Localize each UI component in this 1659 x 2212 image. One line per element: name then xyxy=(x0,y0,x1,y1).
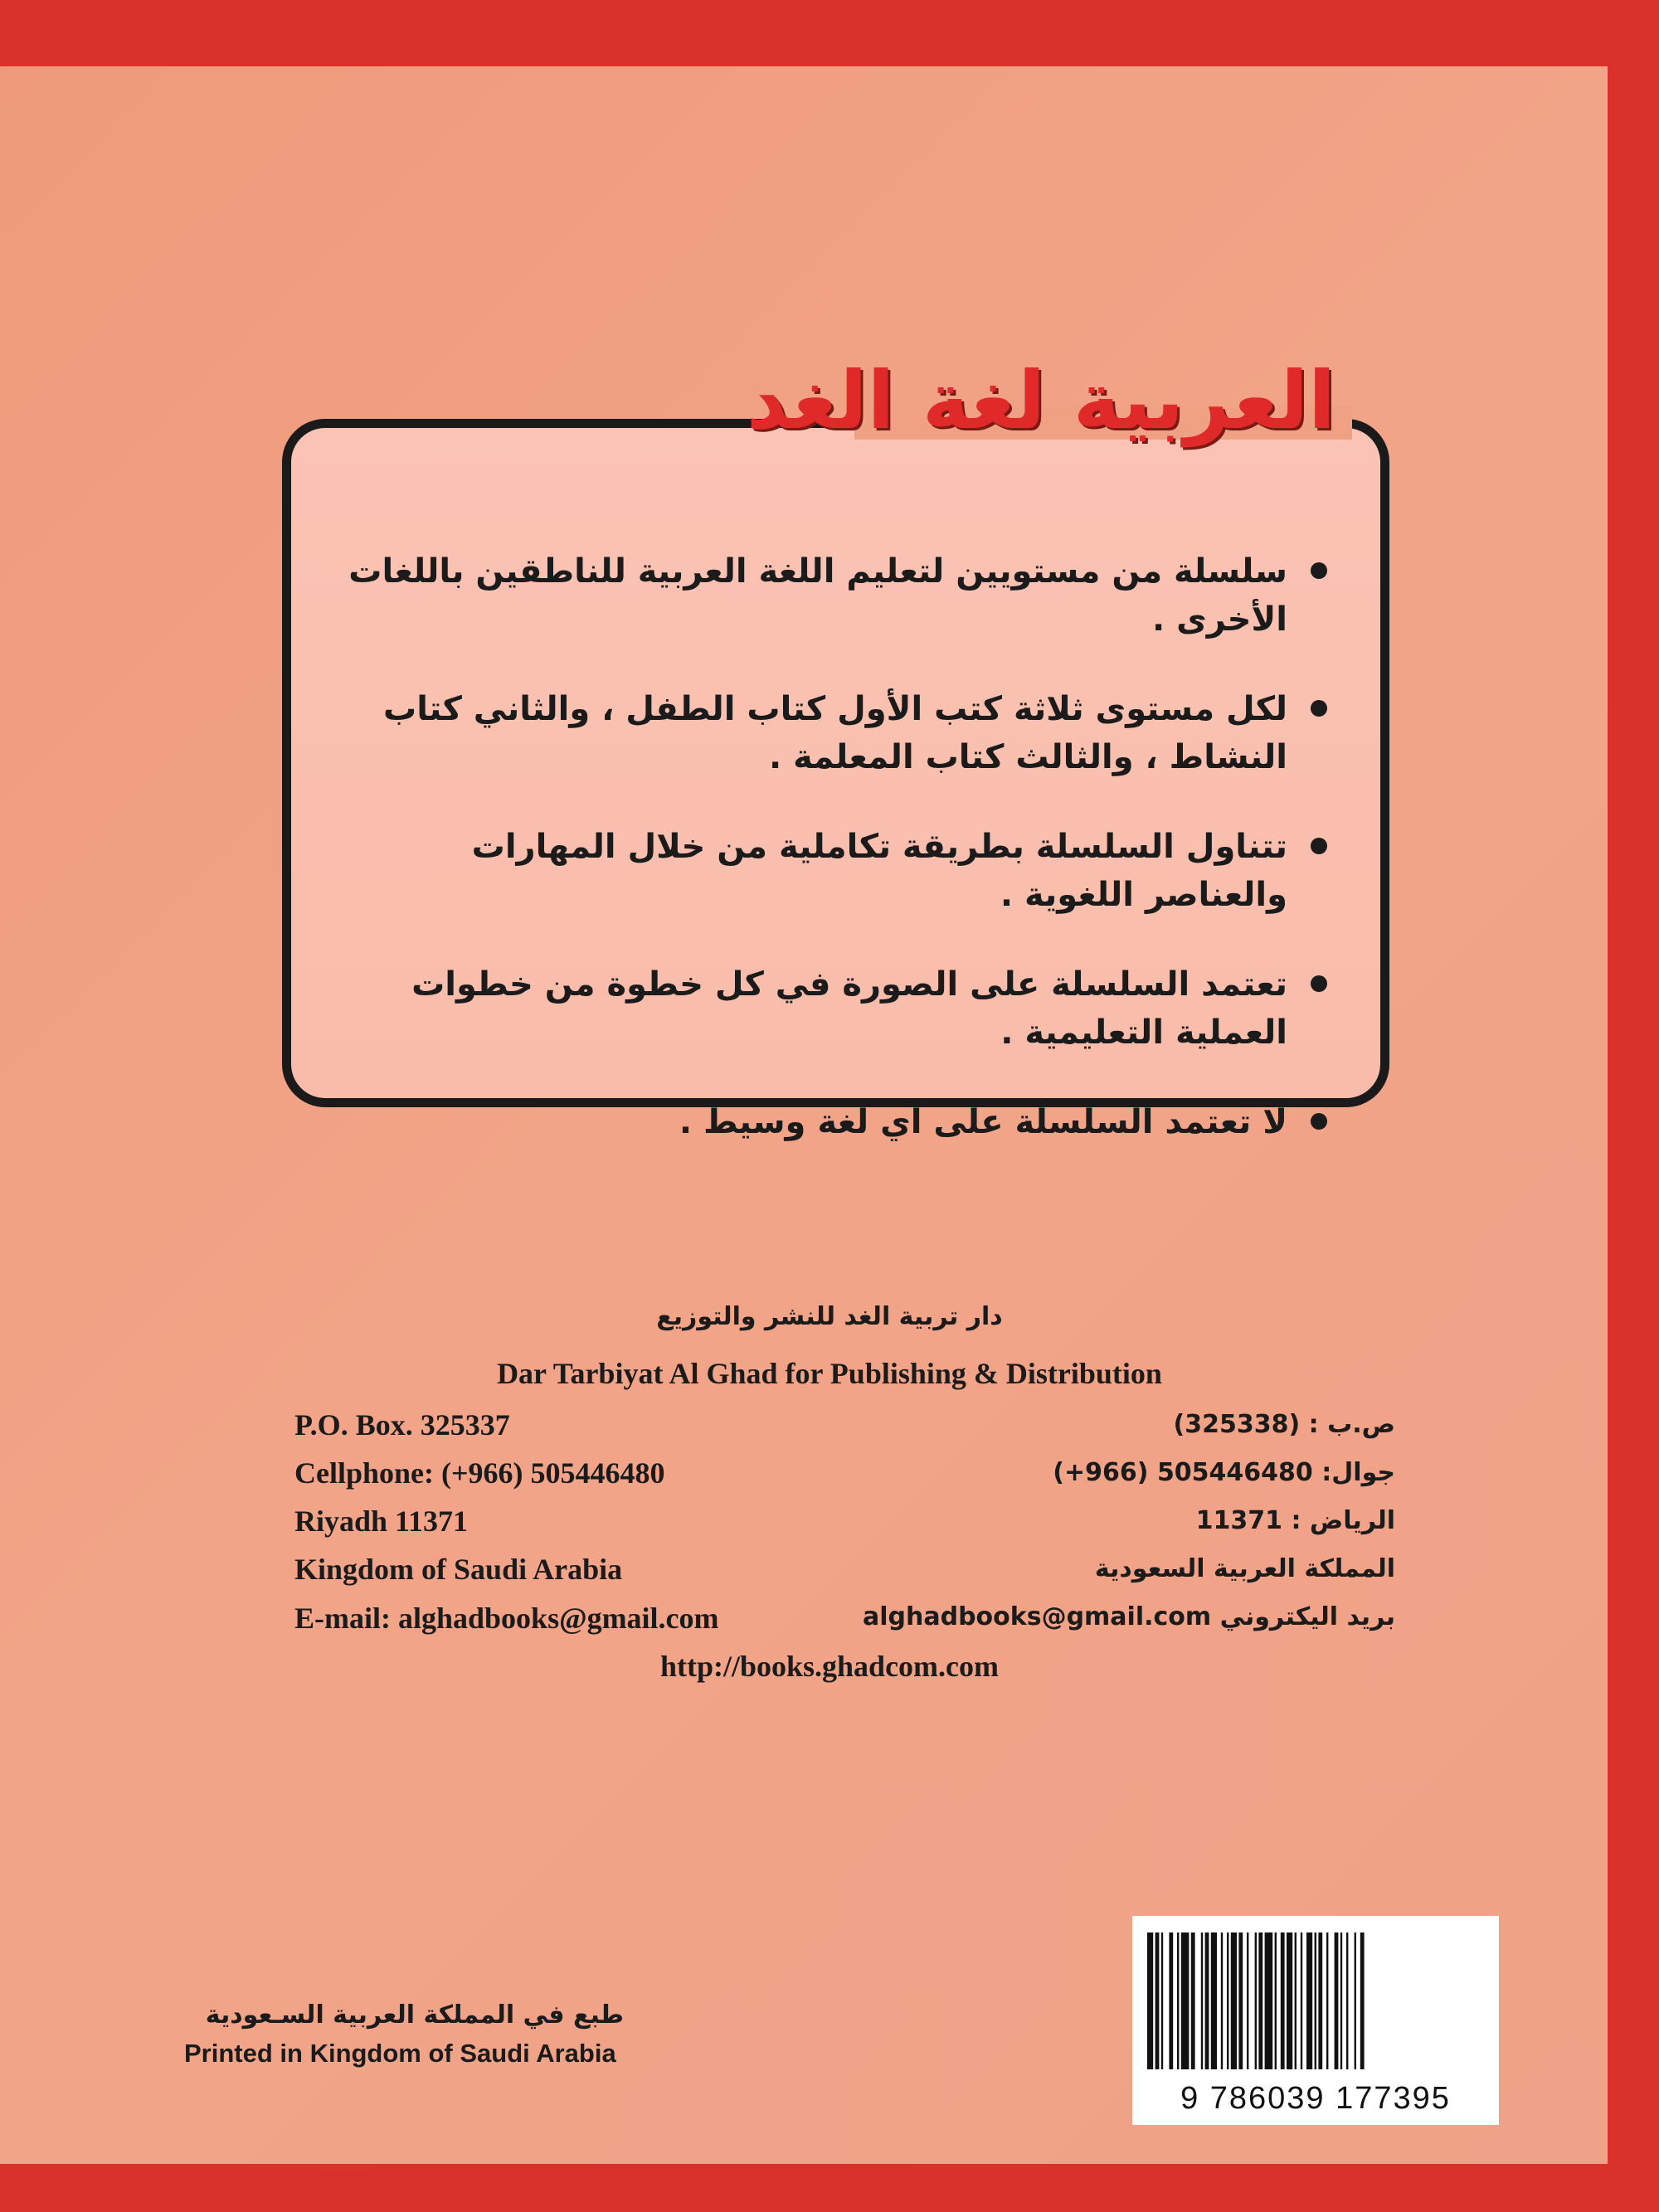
email-en: E-mail: alghadbooks@gmail.com xyxy=(294,1602,719,1635)
barcode-stripe xyxy=(1211,1932,1217,2069)
barcode-stripe xyxy=(1155,1932,1160,2069)
barcode-stripe xyxy=(1169,1932,1173,2069)
email-ar: بريد اليكتروني alghadbooks@gmail.com xyxy=(862,1602,1395,1631)
barcode-bars xyxy=(1147,1932,1484,2069)
barcode-number: 9 786039 177395 xyxy=(1180,2081,1451,2116)
isbn-barcode xyxy=(1132,1916,1499,2125)
barcode-stripe xyxy=(1181,1932,1190,2069)
barcode-stripe xyxy=(1315,1932,1316,2069)
cellphone-ar: جوال: 505446480 (966+) xyxy=(1053,1458,1395,1487)
cellphone-en: Cellphone: (+966) 505446480 xyxy=(294,1456,665,1490)
barcode-stripe xyxy=(1360,1932,1365,2069)
printed-in-en: Printed in Kingdom of Saudi Arabia xyxy=(184,2039,616,2068)
city-ar: الرياض : 11371 xyxy=(1195,1506,1395,1535)
barcode-stripe xyxy=(1191,1932,1195,2069)
feature-item xyxy=(332,960,1327,1057)
barcode-stripe xyxy=(1335,1932,1339,2069)
bullet-dot-icon xyxy=(1311,562,1327,579)
series-features-list xyxy=(332,547,1327,1188)
feature-item xyxy=(332,823,1327,919)
website-url: http://books.ghadcom.com xyxy=(659,1650,1000,1683)
country-en: Kingdom of Saudi Arabia xyxy=(294,1553,623,1586)
feature-text: لكل مستوى ثلاثة كتب الأول كتاب الطفل ، والثاني كتاب النشاط ، والثالث كتاب المعلمة . xyxy=(383,690,1287,776)
barcode-stripe xyxy=(1295,1932,1297,2069)
publisher-name-en: Dar Tarbiyat Al Ghad for Publishing & Distribution xyxy=(497,1357,1162,1390)
barcode-stripe xyxy=(1205,1932,1209,2069)
barcode-stripe xyxy=(1255,1932,1257,2069)
barcode-stripe xyxy=(1275,1932,1277,2069)
printed-in-ar: طبع في المملكة العربية السـعودية xyxy=(205,2001,624,2030)
barcode-stripe xyxy=(1161,1932,1163,2069)
barcode-stripe xyxy=(1326,1932,1328,2069)
feature-text: سلسلة من مستويين لتعليم اللغة العربية للناطقين باللغات الأخرى . xyxy=(348,552,1287,639)
barcode-stripe xyxy=(1201,1932,1203,2069)
bullet-dot-icon xyxy=(1311,975,1327,992)
barcode-stripe xyxy=(1221,1932,1223,2069)
po-box-ar: ص.ب : (325338) xyxy=(1173,1410,1395,1439)
barcode-stripe xyxy=(1301,1932,1302,2069)
feature-item xyxy=(332,685,1327,781)
series-title: العربية لغة الغد xyxy=(746,354,1335,447)
barcode-stripe xyxy=(1340,1932,1342,2069)
bullet-dot-icon xyxy=(1311,838,1327,854)
publisher-name-ar: دار تربية الغد للنشر والتوزيع xyxy=(656,1302,1003,1331)
barcode-stripe xyxy=(1346,1932,1348,2069)
city-en: Riyadh 11371 xyxy=(294,1505,469,1538)
red-frame-bottom xyxy=(0,2164,1659,2212)
barcode-stripe xyxy=(1306,1932,1312,2069)
bullet-dot-icon xyxy=(1311,700,1327,717)
barcode-stripe xyxy=(1318,1932,1322,2069)
red-frame-top xyxy=(0,0,1659,66)
barcode-stripe xyxy=(1281,1932,1285,2069)
bullet-dot-icon xyxy=(1311,1113,1327,1130)
country-ar: المملكة العربية السعودية xyxy=(1094,1554,1395,1583)
barcode-stripe xyxy=(1287,1932,1292,2069)
barcode-stripe xyxy=(1238,1932,1243,2069)
po-box-en: P.O. Box. 325337 xyxy=(294,1408,510,1441)
barcode-stripe xyxy=(1177,1932,1179,2069)
barcode-stripe xyxy=(1147,1932,1153,2069)
barcode-stripe xyxy=(1231,1932,1237,2069)
feature-text: تعتمد السلسلة على الصورة في كل خطوة من خطوات العملية التعليمية . xyxy=(411,965,1287,1052)
red-frame-right xyxy=(1608,0,1659,2212)
barcode-stripe xyxy=(1355,1932,1356,2069)
barcode-stripe xyxy=(1258,1932,1262,2069)
feature-item xyxy=(332,547,1327,644)
feature-text: تتناول السلسلة بطريقة تكاملية من خلال المهارات والعناصر اللغوية . xyxy=(471,828,1287,914)
barcode-stripe xyxy=(1265,1932,1273,2069)
barcode-stripe xyxy=(1247,1932,1248,2069)
barcode-stripe xyxy=(1227,1932,1228,2069)
feature-text: لا تعتمد السلسلة على أي لغة وسيط . xyxy=(679,1103,1287,1141)
feature-item xyxy=(332,1098,1327,1146)
